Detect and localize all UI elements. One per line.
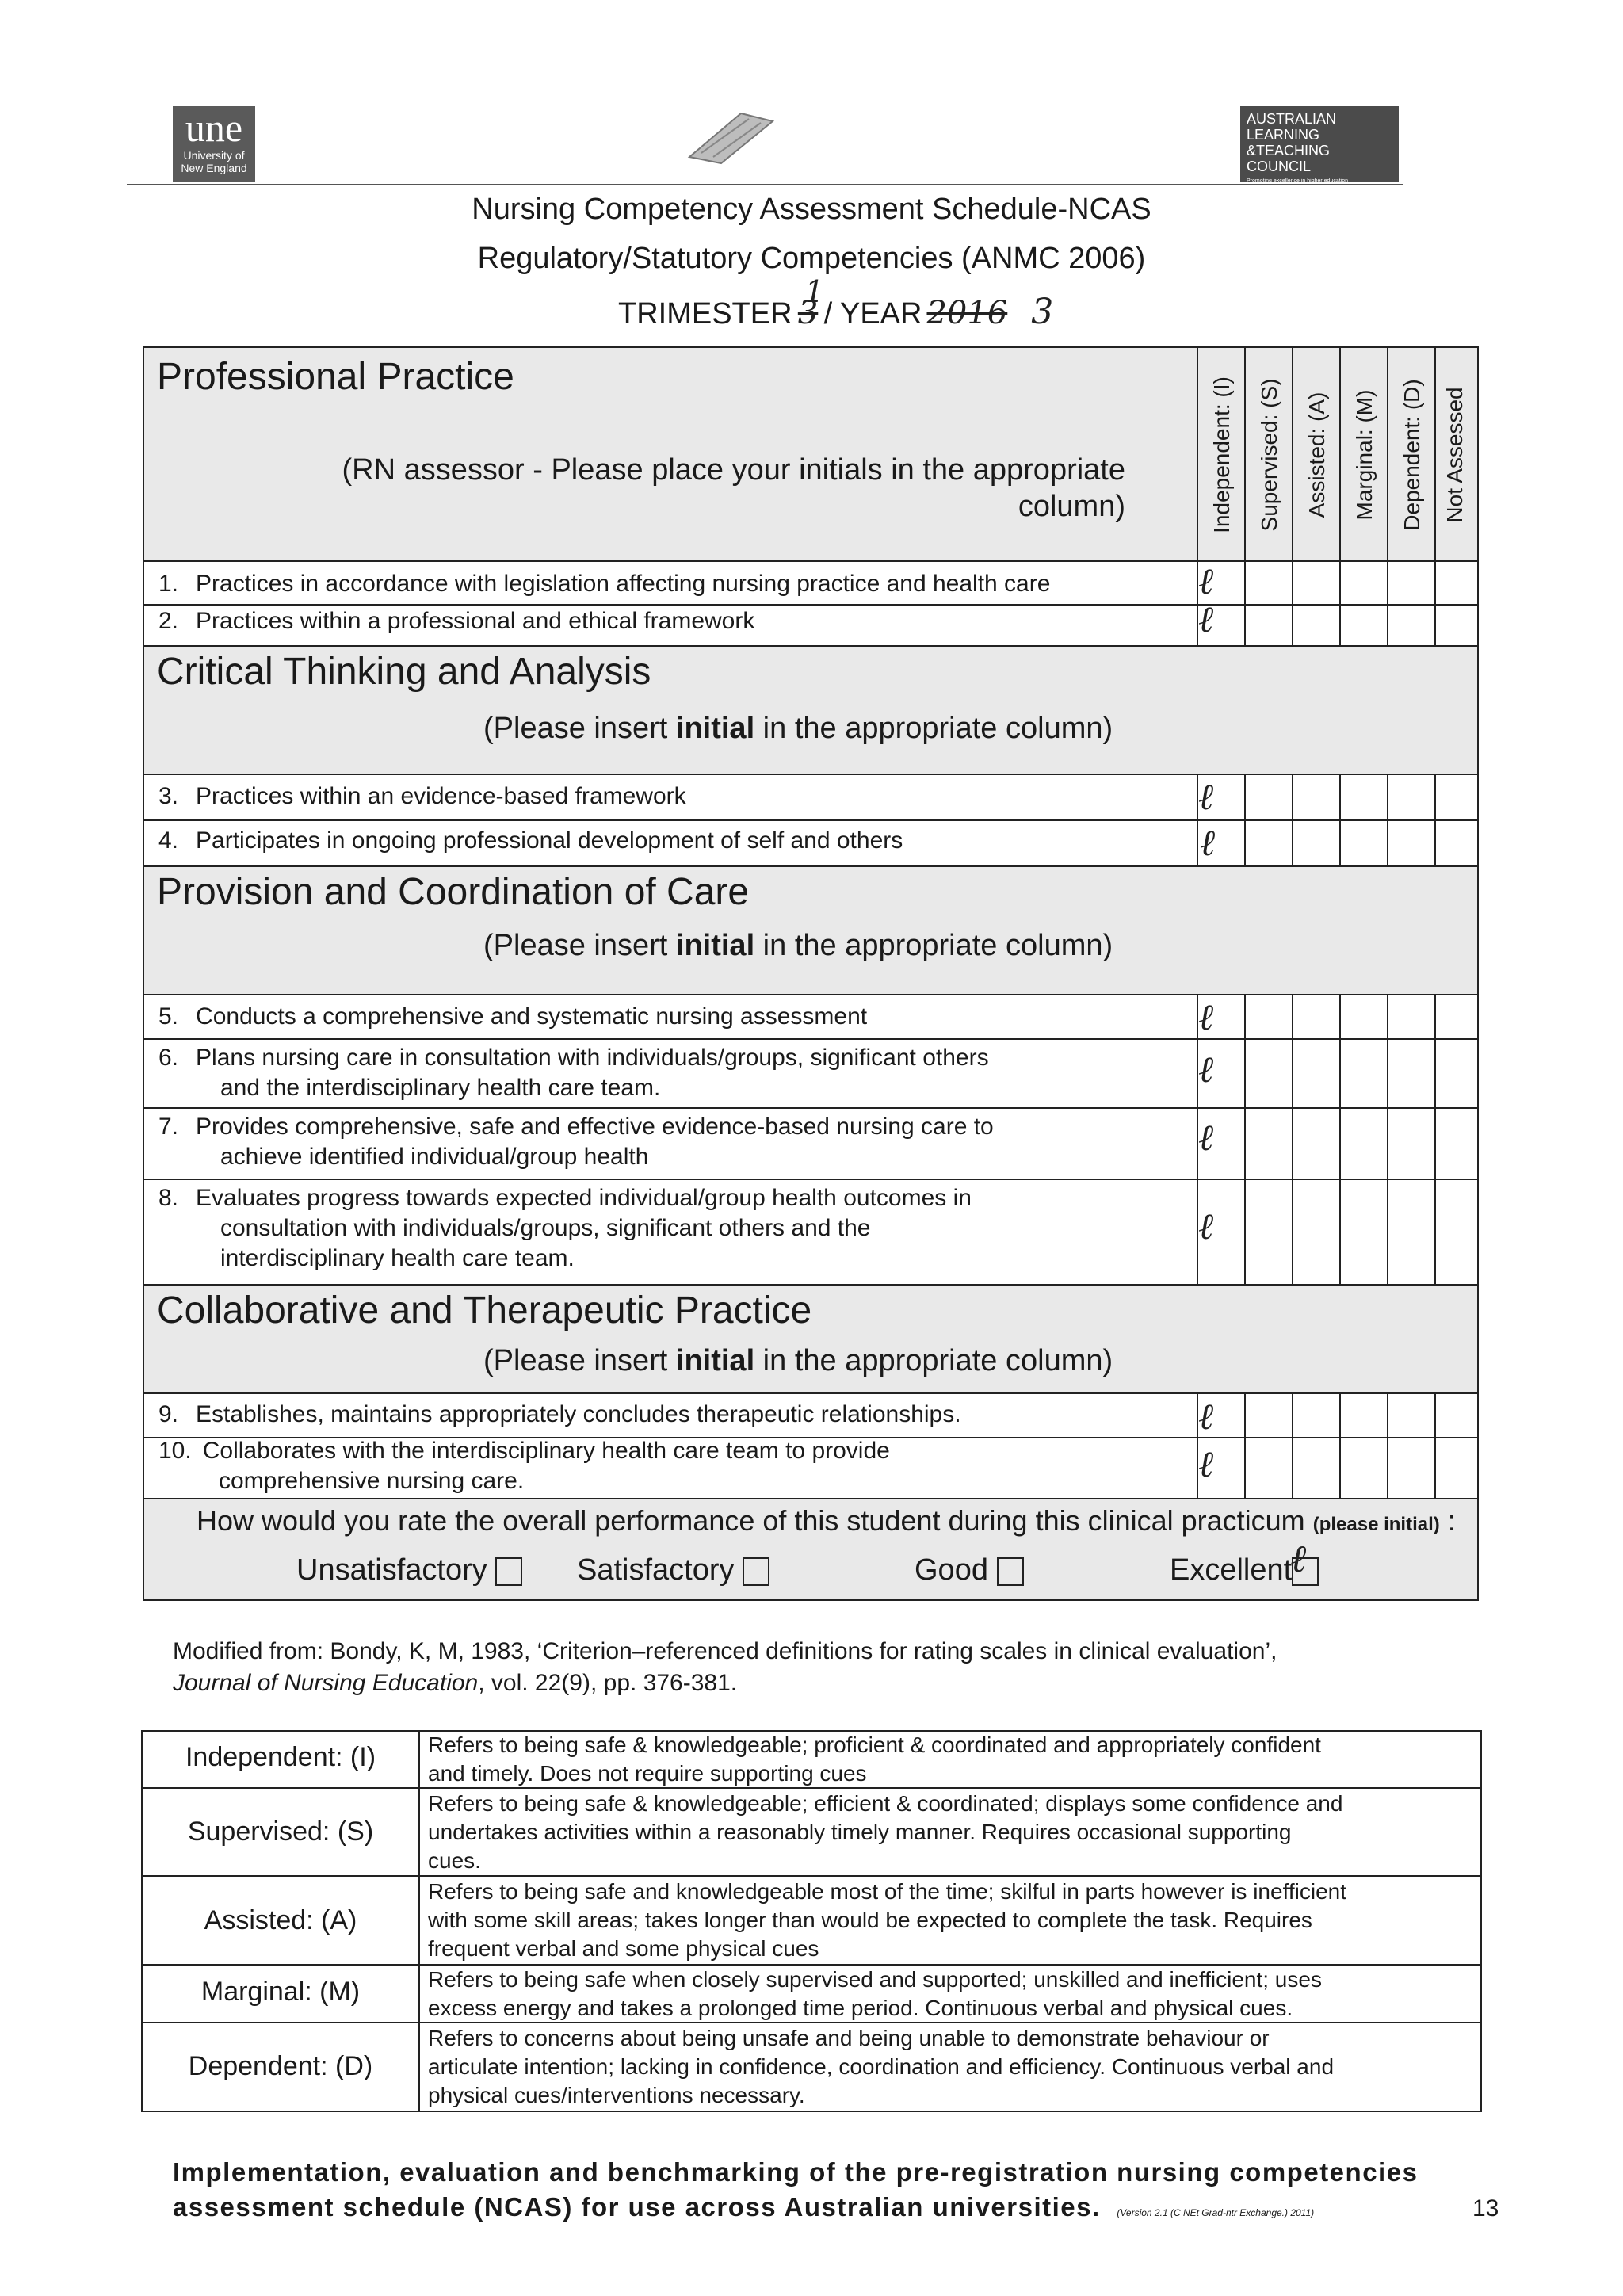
- item-text-cont: consultation with individuals/groups, significant others and the: [220, 1215, 871, 1241]
- section-instruction-4: (Please insert initial in the appropriate column): [483, 1344, 1113, 1377]
- item-number: 8.: [158, 1185, 179, 1211]
- altc-logo: [1240, 106, 1399, 182]
- item-text: Participates in ongoing professional development of self and others: [196, 827, 903, 854]
- item-3-initial[interactable]: ℓ: [1198, 775, 1214, 818]
- col-divider: [1292, 348, 1293, 560]
- rating-option-unsatisfactory[interactable]: Unsatisfactory: [296, 1553, 522, 1587]
- item-7-initial[interactable]: ℓ: [1198, 1116, 1214, 1159]
- une-logo-text: une: [185, 105, 243, 150]
- item-number: 6.: [158, 1045, 179, 1071]
- item-text: Practices within an evidence-based framework: [196, 783, 686, 809]
- section-instruction-3: (Please insert initial in the appropriate column): [483, 929, 1113, 962]
- item-3: [158, 781, 686, 812]
- row-rule: [143, 865, 1479, 867]
- year-extra: 3: [1031, 292, 1054, 332]
- excellent-checkbox: [1290, 1536, 1319, 1586]
- row-rule: [143, 1498, 1479, 1499]
- def-term-marginal: Marginal: (M): [200, 1977, 361, 2007]
- item-9: [158, 1400, 961, 1430]
- section-title-collaborative: Collaborative and Therapeutic Practice: [157, 1289, 812, 1331]
- satisfactory-checkbox: [743, 1557, 769, 1586]
- def-rule: [141, 1875, 1482, 1877]
- item-8-initial[interactable]: ℓ: [1198, 1205, 1214, 1247]
- def-desc-assisted: Refers to being safe and knowledgeable most of the time; skilful in parts however is inefficient with some skill areas; takes longer than would be expected to complete the task. Requires frequent verbal and some physical cues: [428, 1879, 1346, 1961]
- citation-journal: Journal of Nursing Education: [173, 1670, 479, 1696]
- good-checkbox: [997, 1557, 1024, 1586]
- item-number: 2.: [158, 608, 179, 634]
- item-text-cont: comprehensive nursing care.: [219, 1468, 525, 1494]
- item-number: 10.: [158, 1438, 192, 1464]
- altc-line-3: &TEACHING: [1247, 143, 1331, 159]
- grid-block-2: [1197, 774, 1479, 865]
- item-number: 4.: [158, 827, 179, 854]
- item-number: 5.: [158, 1003, 179, 1030]
- footer-version: (Version 2.1 (C NEt Grad-ntr Exchange.) 2011): [1117, 2207, 1315, 2218]
- item-text: Provides comprehensive, safe and effective evidence-based nursing care to: [196, 1114, 994, 1140]
- excellent-initial: ℓ: [1290, 1536, 1307, 1581]
- item-number: 9.: [158, 1401, 179, 1427]
- item-7: [158, 1112, 994, 1172]
- trimester-label: TRIMESTER: [618, 297, 792, 330]
- trimester-correction: 1: [804, 274, 824, 309]
- une-logo-line-1: University of: [183, 149, 245, 162]
- column-not-assessed: Not Assessed: [1442, 387, 1467, 523]
- trimester-value-field: [792, 274, 824, 331]
- trimester-value: 3: [797, 295, 819, 331]
- column-independent: Independent: (I): [1209, 376, 1234, 533]
- section-title-professional-practice: Professional Practice: [157, 356, 514, 398]
- year-value: 2016: [926, 295, 1008, 331]
- def-desc-supervised: Refers to being safe & knowledgeable; efficient & coordinated; displays some confidence and undertakes activities within a reasonably timely manner. Requires occasional supporting cues.: [428, 1791, 1343, 1873]
- altc-line-4: COUNCIL: [1247, 159, 1312, 174]
- def-term-assisted: Assisted: (A): [204, 1905, 357, 1935]
- year-label: / YEAR: [823, 297, 922, 330]
- section-title-critical-thinking: Critical Thinking and Analysis: [157, 651, 651, 693]
- item-1-initial[interactable]: ℓ: [1198, 560, 1214, 602]
- row-rule: [143, 1284, 1479, 1286]
- rating-option-excellent[interactable]: Excellent ℓ: [1170, 1553, 1319, 1587]
- col-divider: [1197, 348, 1198, 560]
- item-text: Evaluates progress towards expected individual/group health outcomes in: [196, 1185, 972, 1211]
- une-logo: [173, 106, 255, 182]
- item-10-initial[interactable]: ℓ: [1198, 1442, 1214, 1485]
- overall-question: How would you rate the overall performance of this student during this clinical practicum (please initial) :: [197, 1504, 1456, 1537]
- rating-option-satisfactory[interactable]: Satisfactory: [577, 1553, 769, 1587]
- col-divider: [1387, 348, 1388, 560]
- section-instruction-2: (Please insert initial in the appropriate column): [483, 712, 1113, 745]
- col-divider: [1434, 348, 1436, 560]
- item-text: Plans nursing care in consultation with individuals/groups, significant others: [196, 1045, 989, 1071]
- def-term-dependent: Dependent: (D): [188, 2051, 373, 2081]
- column-dependent: Dependent: (D): [1400, 379, 1424, 531]
- item-number: 1.: [158, 571, 179, 597]
- item-1: [158, 569, 1050, 599]
- item-5: [158, 1002, 867, 1032]
- unsatisfactory-checkbox: [495, 1557, 522, 1586]
- column-supervised: Supervised: (S): [1257, 378, 1281, 532]
- item-6-initial[interactable]: ℓ: [1198, 1048, 1214, 1091]
- item-2-initial[interactable]: ℓ: [1198, 598, 1214, 640]
- section-title-provision-coordination: Provision and Coordination of Care: [157, 871, 750, 913]
- def-desc-independent: Refers to being safe & knowledgeable; proficient & coordinated and appropriately confident and timely. Does not require supporting cues: [428, 1733, 1321, 1786]
- page-subtitle: Regulatory/Statutory Competencies (ANMC 2006): [477, 242, 1146, 275]
- item-text: Conducts a comprehensive and systematic nursing assessment: [196, 1003, 868, 1030]
- page-title: Nursing Competency Assessment Schedule-NCAS: [472, 193, 1151, 226]
- item-2: [158, 606, 754, 636]
- grid-block-3: [1197, 994, 1479, 1284]
- altc-line-2: LEARNING: [1247, 127, 1320, 143]
- col-divider: [1244, 348, 1246, 560]
- please-initial-note: (please initial): [1312, 1514, 1440, 1535]
- trimester-year-line: [618, 274, 1054, 332]
- item-text: Establishes, maintains appropriately concludes therapeutic relationships.: [196, 1401, 961, 1427]
- row-rule: [143, 645, 1479, 647]
- item-text-cont: achieve identified individual/group health: [220, 1144, 649, 1170]
- item-number: 3.: [158, 783, 179, 809]
- item-number: 7.: [158, 1114, 179, 1140]
- column-assisted: Assisted: (A): [1304, 392, 1329, 518]
- diamond-logo: [682, 109, 777, 165]
- column-marginal: Marginal: (M): [1352, 389, 1377, 521]
- grid-block-1: [1197, 560, 1479, 645]
- item-text: Practices within a professional and ethical framework: [196, 608, 755, 634]
- item-8: [158, 1183, 972, 1274]
- altc-tagline: Promoting excellence in higher education: [1247, 178, 1349, 184]
- item-text-cont: interdisciplinary health care team.: [220, 1245, 575, 1271]
- item-text: Practices in accordance with legislation affecting nursing practice and health care: [196, 571, 1051, 597]
- col-divider: [1339, 348, 1341, 560]
- item-4-initial[interactable]: ℓ: [1200, 821, 1216, 864]
- une-logo-line-2: New England: [181, 162, 247, 174]
- def-term-supervised: Supervised: (S): [187, 1817, 374, 1847]
- item-4: [158, 826, 903, 856]
- def-desc-dependent: Refers to concerns about being unsafe and being unable to demonstrate behaviour or articulate intention; lacking in confidence, coordination and efficiency. Continuous verbal and physical cues/interventions necessary.: [428, 2026, 1335, 2107]
- footer-line-2: assessment schedule (NCAS) for use across Australian universities. (Version 2.1 (C NEt Grad-ntr Exchange.) 2011): [173, 2192, 1315, 2222]
- header-rule: [127, 184, 1403, 185]
- item-10: [158, 1436, 890, 1496]
- item-text: Collaborates with the interdisciplinary health care team to provide: [202, 1438, 890, 1464]
- item-6: [158, 1043, 989, 1103]
- item-9-initial[interactable]: ℓ: [1198, 1395, 1214, 1438]
- def-term-independent: Independent: (I): [185, 1742, 376, 1772]
- section-instruction-1: (RN assessor - Please place your initials in the appropriate column): [342, 453, 1125, 523]
- altc-line-1: AUSTRALIAN: [1247, 111, 1337, 127]
- def-desc-marginal: Refers to being safe when closely supervised and supported; unskilled and inefficient; uses excess energy and takes a prolonged time period. Continuous verbal and physical cues.: [428, 1967, 1322, 2020]
- item-text-cont: and the interdisciplinary health care team.: [220, 1075, 661, 1101]
- rating-option-good[interactable]: Good: [915, 1553, 1024, 1587]
- item-5-initial[interactable]: ℓ: [1198, 995, 1214, 1038]
- footer-line-1: Implementation, evaluation and benchmarking of the pre-registration nursing competencies: [173, 2157, 1419, 2187]
- page-number: 13: [1472, 2195, 1499, 2222]
- citation: Modified from: Bondy, K, M, 1983, ‘Criterion–referenced definitions for rating scales in clinical evaluation’, Journal of Nursing Education, vol. 22(9), pp. 376-381.: [173, 1638, 1277, 1696]
- grid-block-4: [1197, 1392, 1479, 1498]
